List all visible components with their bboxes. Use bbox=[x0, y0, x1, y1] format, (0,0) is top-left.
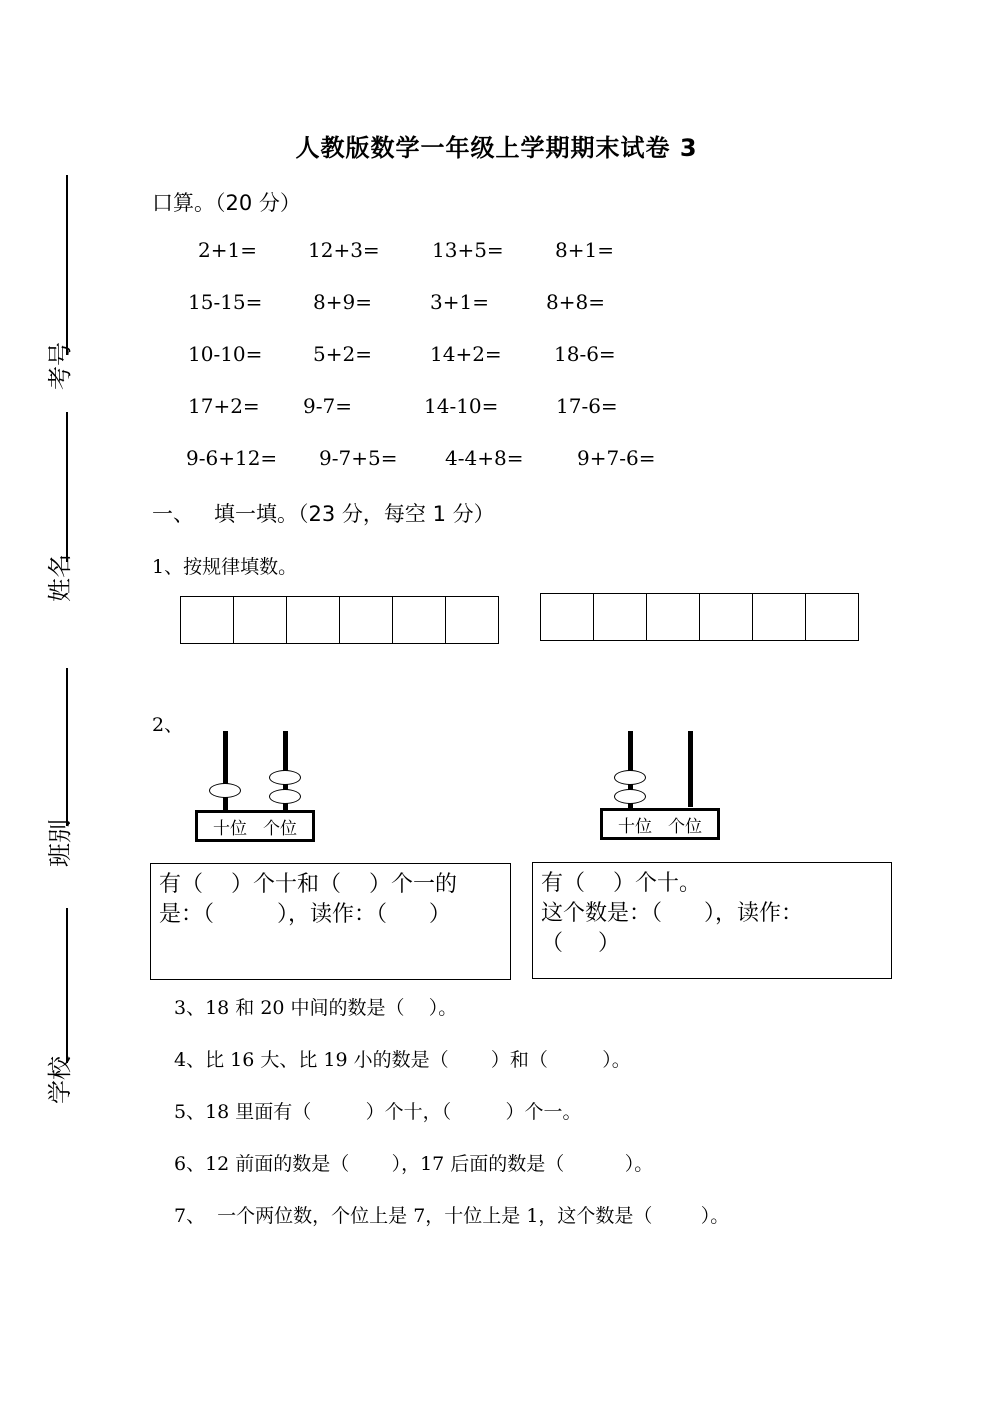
answer-box-right bbox=[532, 862, 892, 979]
school-label: 学校 bbox=[46, 1056, 74, 1104]
question-2-number: 2、 bbox=[152, 714, 184, 736]
calc-r5-c4: 9+7-6= bbox=[577, 446, 656, 470]
answer-box-left bbox=[150, 863, 511, 980]
abacus-left-tens-rod bbox=[223, 731, 228, 811]
exam-no-label: 考号 bbox=[46, 342, 74, 390]
calc-r2-c1: 15-15= bbox=[188, 290, 263, 314]
calc-r3-c2: 5+2= bbox=[313, 342, 372, 366]
ones-place-label: 个位 bbox=[668, 816, 702, 837]
binding-line-1 bbox=[66, 175, 68, 355]
answer-cell[interactable] bbox=[234, 597, 287, 643]
answer-cell[interactable] bbox=[541, 594, 594, 640]
ones-place-label: 个位 bbox=[263, 818, 297, 839]
calc-r4-c1: 17+2= bbox=[188, 394, 260, 418]
binding-line-4 bbox=[66, 908, 68, 1063]
page-title: 人教版数学一年级上学期期末试卷 3 bbox=[295, 134, 698, 162]
answer-box-left-line-1: 有（ ）个十和（ ）个一的 bbox=[159, 872, 457, 897]
answer-cell[interactable] bbox=[700, 594, 753, 640]
calc-r1-c2: 12+3= bbox=[308, 238, 380, 262]
calc-r5-c1: 9-6+12= bbox=[186, 446, 278, 470]
abacus-right-base bbox=[600, 808, 720, 840]
calc-r3-c1: 10-10= bbox=[188, 342, 263, 366]
calc-r1-c3: 13+5= bbox=[432, 238, 504, 262]
tens-place-label: 十位 bbox=[618, 816, 652, 837]
class-label: 班别 bbox=[46, 819, 74, 867]
question-6: 6、12 前面的数是（ ），17 后面的数是（ ）。 bbox=[174, 1153, 654, 1175]
answer-cell[interactable] bbox=[594, 594, 647, 640]
number-sequence-left bbox=[180, 596, 499, 644]
answer-box-right-line-3: （ ） bbox=[541, 931, 620, 956]
question-5: 5、18 里面有（ ）个十，（ ）个一。 bbox=[174, 1101, 582, 1123]
name-label: 姓名 bbox=[46, 554, 74, 602]
abacus-left-ones-bead bbox=[269, 770, 301, 785]
calc-r5-c3: 4-4+8= bbox=[445, 446, 524, 470]
calc-r2-c2: 8+9= bbox=[313, 290, 372, 314]
answer-cell[interactable] bbox=[806, 594, 858, 640]
oral-heading: 口算。（20 分） bbox=[152, 191, 301, 215]
tens-place-label: 十位 bbox=[213, 818, 247, 839]
question-3: 3、18 和 20 中间的数是（ ）。 bbox=[174, 997, 458, 1019]
calc-r1-c4: 8+1= bbox=[555, 238, 614, 262]
answer-box-right-line-2: 这个数是：（ ），读作： bbox=[541, 901, 803, 926]
calc-r2-c3: 3+1= bbox=[430, 290, 489, 314]
answer-box-right-line-1: 有（ ）个十。 bbox=[541, 871, 701, 896]
answer-cell[interactable] bbox=[446, 597, 498, 643]
calc-r4-c4: 17-6= bbox=[556, 394, 618, 418]
fill-heading: 一、 填一填。（23 分，每空 1 分） bbox=[152, 502, 495, 526]
abacus-left-base bbox=[195, 810, 315, 842]
abacus-left-tens-bead bbox=[209, 783, 241, 798]
answer-box-left-line-2: 是：（ ），读作：（ ） bbox=[159, 902, 451, 927]
answer-cell[interactable] bbox=[393, 597, 446, 643]
calc-r4-c2: 9-7= bbox=[303, 394, 352, 418]
answer-cell[interactable] bbox=[647, 594, 700, 640]
calc-r3-c4: 18-6= bbox=[554, 342, 616, 366]
answer-cell[interactable] bbox=[340, 597, 393, 643]
answer-cell[interactable] bbox=[753, 594, 806, 640]
abacus-left-ones-bead bbox=[269, 789, 301, 804]
abacus-right-ones-rod bbox=[688, 731, 693, 807]
number-sequence-right bbox=[540, 593, 859, 641]
binding-line-2 bbox=[66, 412, 68, 562]
calc-r5-c2: 9-7+5= bbox=[319, 446, 398, 470]
calc-r3-c3: 14+2= bbox=[430, 342, 502, 366]
abacus-right-tens-bead bbox=[614, 770, 646, 785]
calc-r1-c1: 2+1= bbox=[198, 238, 257, 262]
calc-r4-c3: 14-10= bbox=[424, 394, 499, 418]
calc-r2-c4: 8+8= bbox=[546, 290, 605, 314]
question-4: 4、比 16 大、比 19 小的数是（ ）和（ ）。 bbox=[174, 1049, 631, 1071]
answer-cell[interactable] bbox=[287, 597, 340, 643]
question-1: 1、按规律填数。 bbox=[152, 556, 298, 578]
binding-line-3 bbox=[66, 668, 68, 826]
abacus-right-tens-bead bbox=[614, 789, 646, 804]
question-7: 7、 一个两位数，个位上是 7，十位上是 1，这个数是（ ）。 bbox=[174, 1205, 730, 1227]
answer-cell[interactable] bbox=[181, 597, 234, 643]
